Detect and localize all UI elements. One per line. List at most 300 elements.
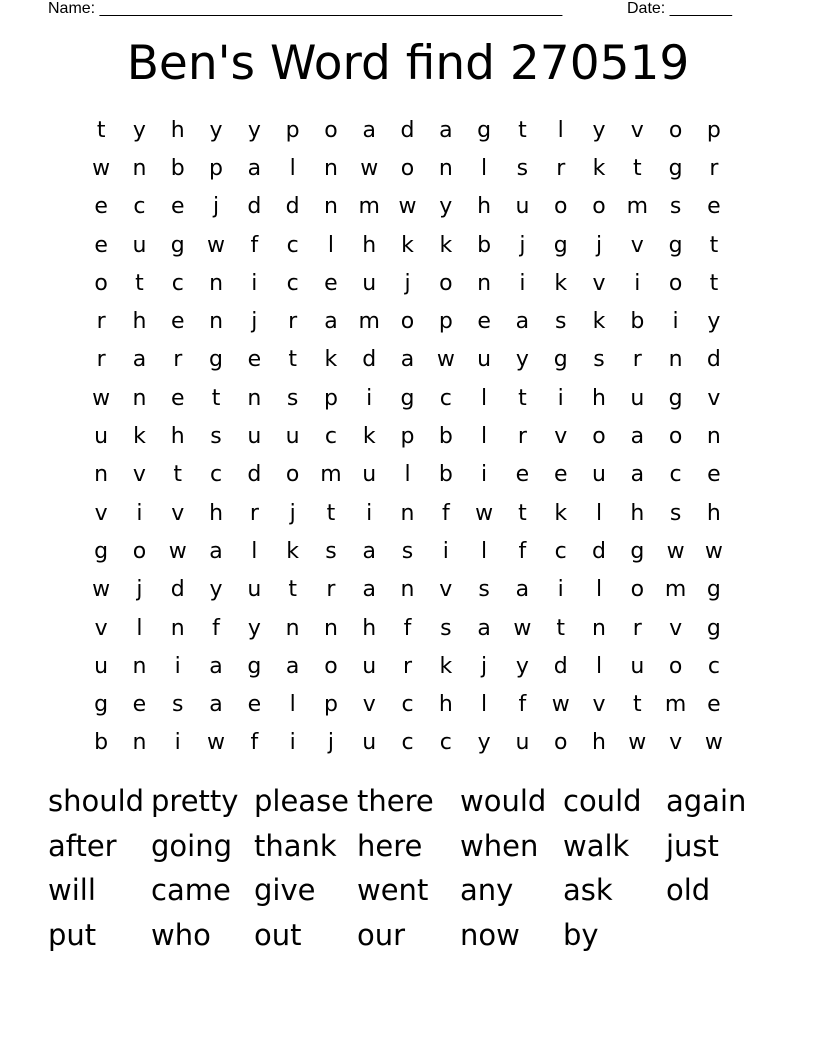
grid-letter[interactable]: o [668, 270, 683, 296]
grid-letter[interactable]: n [170, 615, 185, 641]
grid-letter[interactable]: w [704, 730, 723, 756]
grid-letter[interactable]: o [285, 462, 300, 488]
grid-letter[interactable]: t [556, 615, 566, 641]
grid-letter[interactable]: n [323, 155, 338, 181]
grid-letter[interactable]: p [400, 424, 415, 450]
grid-letter[interactable]: n [592, 615, 606, 641]
grid-letter[interactable]: l [404, 462, 411, 488]
grid-letter[interactable]: o [324, 653, 338, 679]
grid-letter[interactable]: w [92, 155, 111, 181]
grid-letter[interactable]: u [132, 232, 147, 258]
grid-letter[interactable]: v [592, 692, 606, 718]
grid-letter[interactable]: i [557, 385, 564, 411]
grid-letter[interactable]: n [209, 270, 224, 296]
grid-letter[interactable]: i [366, 500, 373, 526]
grid-letter[interactable]: l [595, 653, 603, 679]
grid-letter[interactable]: v [171, 500, 185, 526]
grid-letter[interactable]: h [362, 615, 377, 641]
grid-letter[interactable]: g [553, 347, 568, 373]
grid-letter[interactable]: k [439, 232, 453, 258]
grid-letter[interactable]: o [553, 730, 568, 756]
grid-letter[interactable]: v [94, 500, 108, 526]
grid-letter[interactable]: e [132, 692, 147, 718]
grid-letter[interactable]: v [362, 692, 376, 718]
grid-letter[interactable]: b [630, 309, 645, 335]
grid-letter[interactable]: h [170, 117, 185, 143]
grid-letter[interactable]: e [170, 309, 185, 335]
grid-letter[interactable]: r [632, 615, 642, 641]
grid-letter[interactable]: u [362, 730, 377, 756]
grid-letter[interactable]: i [672, 309, 679, 335]
grid-letter[interactable]: c [401, 730, 414, 756]
grid-letter[interactable]: i [481, 462, 488, 488]
grid-letter[interactable]: s [172, 692, 184, 718]
grid-letter[interactable]: u [630, 653, 645, 679]
grid-letter[interactable]: s [554, 309, 567, 335]
grid-letter[interactable]: g [247, 653, 262, 679]
grid-letter[interactable]: c [669, 462, 682, 488]
grid-letter[interactable]: y [707, 309, 721, 335]
grid-letter[interactable]: o [439, 270, 453, 296]
grid-letter[interactable]: t [326, 500, 336, 526]
grid-letter[interactable]: n [400, 500, 415, 526]
grid-letter[interactable]: o [668, 117, 683, 143]
grid-letter[interactable]: a [362, 577, 376, 603]
grid-letter[interactable]: w [704, 538, 723, 564]
grid-letter[interactable]: j [251, 309, 258, 335]
grid-letter[interactable]: h [209, 500, 224, 526]
word-list-item: went [357, 873, 429, 908]
grid-letter[interactable]: h [592, 730, 606, 756]
grid-letter[interactable]: h [706, 500, 721, 526]
grid-letter[interactable]: k [554, 500, 568, 526]
grid-letter[interactable]: j [519, 232, 526, 258]
grid-letter[interactable]: t [173, 462, 183, 488]
grid-letter[interactable]: n [132, 730, 147, 756]
grid-letter[interactable]: l [481, 385, 488, 411]
grid-letter[interactable]: g [630, 538, 645, 564]
grid-letter[interactable]: u [247, 424, 262, 450]
grid-letter[interactable]: y [515, 653, 529, 679]
grid-letter[interactable]: g [706, 615, 721, 641]
grid-letter[interactable]: u [362, 270, 377, 296]
grid-letter[interactable]: s [669, 194, 682, 220]
grid-letter[interactable]: k [286, 538, 299, 564]
grid-letter[interactable]: c [133, 194, 146, 220]
grid-letter[interactable]: i [557, 577, 564, 603]
grid-letter[interactable]: o [132, 538, 147, 564]
grid-letter[interactable]: c [286, 232, 299, 258]
grid-letter[interactable]: t [518, 117, 527, 143]
grid-letter[interactable]: l [289, 692, 296, 718]
grid-letter[interactable]: n [132, 653, 147, 679]
grid-letter[interactable]: v [592, 270, 606, 296]
grid-letter[interactable]: f [403, 615, 412, 641]
grid-letter[interactable]: j [404, 270, 411, 296]
grid-letter[interactable]: l [595, 577, 603, 603]
grid-letter[interactable]: u [247, 577, 262, 603]
grid-letter[interactable]: t [709, 270, 719, 296]
grid-letter[interactable]: s [440, 615, 452, 641]
grid-letter[interactable]: g [706, 577, 721, 603]
grid-letter[interactable]: n [132, 155, 147, 181]
grid-letter[interactable]: r [709, 155, 719, 181]
grid-letter[interactable]: f [441, 500, 450, 526]
grid-letter[interactable]: a [132, 347, 147, 373]
grid-letter[interactable]: o [400, 155, 415, 181]
grid-letter[interactable]: l [481, 538, 488, 564]
grid-letter[interactable]: p [323, 692, 338, 718]
grid-letter[interactable]: e [324, 270, 338, 296]
grid-letter[interactable]: u [592, 462, 606, 488]
grid-letter[interactable]: d [247, 194, 262, 220]
grid-letter[interactable]: p [706, 117, 721, 143]
grid-letter[interactable]: u [630, 385, 645, 411]
grid-letter[interactable]: y [247, 117, 261, 143]
grid-letter[interactable]: s [478, 577, 490, 603]
grid-letter[interactable]: k [133, 424, 146, 450]
grid-letter[interactable]: w [92, 577, 111, 603]
grid-letter[interactable]: v [132, 462, 146, 488]
grid-letter[interactable]: u [94, 424, 109, 450]
grid-letter[interactable]: j [327, 730, 334, 756]
grid-letter[interactable]: h [592, 385, 606, 411]
grid-letter[interactable]: k [592, 155, 606, 181]
grid-letter[interactable]: t [518, 385, 527, 411]
grid-letter[interactable]: m [358, 194, 380, 220]
word-list-item: old [666, 873, 711, 908]
grid-letter[interactable]: p [209, 155, 224, 181]
grid-letter[interactable]: o [324, 117, 338, 143]
grid-letter[interactable]: l [481, 155, 488, 181]
grid-letter[interactable]: r [96, 347, 106, 373]
grid-letter[interactable]: d [592, 538, 606, 564]
grid-letter[interactable]: i [366, 385, 373, 411]
grid-letter[interactable]: r [288, 309, 298, 335]
grid-letter[interactable]: d [706, 347, 721, 373]
grid-letter[interactable]: e [707, 692, 721, 718]
grid-letter[interactable]: m [664, 577, 687, 603]
grid-letter[interactable]: w [207, 232, 226, 258]
grid-letter[interactable]: s [593, 347, 605, 373]
grid-letter[interactable]: k [362, 424, 376, 450]
grid-letter[interactable]: f [212, 615, 220, 641]
grid-letter[interactable]: e [553, 462, 568, 488]
grid-letter[interactable]: w [398, 194, 417, 220]
grid-letter[interactable]: l [289, 155, 296, 181]
grid-letter[interactable]: h [630, 500, 645, 526]
grid-letter[interactable]: y [132, 117, 146, 143]
grid-letter[interactable]: e [170, 194, 185, 220]
grid-letter[interactable]: n [668, 347, 683, 373]
grid-letter[interactable]: e [515, 462, 530, 488]
grid-letter[interactable]: t [96, 117, 106, 143]
grid-letter[interactable]: a [630, 424, 645, 450]
grid-letter[interactable]: n [438, 155, 453, 181]
grid-letter[interactable]: s [401, 538, 414, 564]
grid-letter[interactable]: c [209, 462, 223, 488]
grid-letter[interactable]: r [173, 347, 183, 373]
grid-letter[interactable]: s [286, 385, 299, 411]
grid-letter[interactable]: c [439, 730, 452, 756]
grid-letter[interactable]: i [251, 270, 258, 296]
grid-letter[interactable]: a [285, 653, 300, 679]
word-list-item: again [666, 784, 747, 819]
grid-letter[interactable]: c [439, 385, 452, 411]
grid-letter[interactable]: m [320, 462, 342, 488]
grid-letter[interactable]: w [92, 385, 111, 411]
grid-letter[interactable]: u [94, 653, 109, 679]
grid-letter[interactable]: s [516, 155, 529, 181]
grid-letter[interactable]: t [211, 385, 221, 411]
grid-letter[interactable]: i [519, 270, 526, 296]
grid-letter[interactable]: e [94, 194, 108, 220]
grid-letter[interactable]: k [439, 653, 453, 679]
grid-letter[interactable]: r [403, 653, 413, 679]
grid-letter[interactable]: o [630, 577, 645, 603]
grid-letter[interactable]: f [250, 232, 259, 258]
date-field[interactable]: Date: _______ [627, 0, 732, 17]
grid-letter[interactable]: h [362, 232, 377, 258]
grid-letter[interactable]: f [518, 538, 527, 564]
grid-letter[interactable]: o [400, 309, 415, 335]
grid-letter[interactable]: u [515, 194, 530, 220]
grid-letter[interactable]: f [250, 730, 259, 756]
grid-letter[interactable]: n [477, 270, 492, 296]
grid-letter[interactable]: r [632, 347, 642, 373]
grid-letter[interactable]: d [400, 117, 415, 143]
grid-letter[interactable]: v [669, 615, 683, 641]
grid-letter[interactable]: i [174, 730, 181, 756]
grid-letter[interactable]: k [324, 347, 338, 373]
word-list-item: will [48, 873, 96, 908]
grid-letter[interactable]: k [592, 309, 606, 335]
grid-letter[interactable]: h [132, 309, 147, 335]
grid-letter[interactable]: n [94, 462, 109, 488]
grid-letter[interactable]: n [706, 424, 721, 450]
grid-letter[interactable]: p [285, 117, 300, 143]
grid-letter[interactable]: g [94, 538, 109, 564]
grid-letter[interactable]: s [325, 538, 337, 564]
grid-letter[interactable]: o [668, 653, 683, 679]
grid-letter[interactable]: o [592, 424, 606, 450]
grid-letter[interactable]: j [481, 653, 488, 679]
grid-letter[interactable]: t [709, 232, 719, 258]
grid-letter[interactable]: n [209, 309, 224, 335]
grid-letter[interactable]: j [289, 500, 296, 526]
grid-letter[interactable]: y [439, 194, 453, 220]
grid-letter[interactable]: s [669, 500, 682, 526]
grid-letter[interactable]: m [664, 692, 687, 718]
grid-letter[interactable]: c [171, 270, 184, 296]
grid-letter[interactable]: c [286, 270, 299, 296]
grid-letter[interactable]: w [666, 538, 685, 564]
word-list-item: our [357, 917, 406, 952]
grid-letter[interactable]: k [401, 232, 414, 258]
grid-letter[interactable]: n [400, 577, 415, 603]
grid-letter[interactable]: r [96, 309, 106, 335]
grid-letter[interactable]: h [438, 692, 453, 718]
grid-letter[interactable]: c [324, 424, 337, 450]
grid-letter[interactable]: c [401, 692, 414, 718]
grid-letter[interactable]: w [360, 155, 379, 181]
grid-letter[interactable]: c [554, 538, 567, 564]
grid-letter[interactable]: t [288, 577, 297, 603]
grid-letter[interactable]: b [170, 155, 185, 181]
grid-letter[interactable]: g [400, 385, 415, 411]
grid-letter[interactable]: g [668, 232, 683, 258]
word-list-item: when [460, 828, 539, 863]
grid-letter[interactable]: w [513, 615, 532, 641]
grid-letter[interactable]: r [517, 424, 527, 450]
grid-letter[interactable]: e [707, 194, 721, 220]
grid-letter[interactable]: y [592, 117, 606, 143]
grid-letter[interactable]: e [170, 385, 185, 411]
grid-letter[interactable]: g [668, 385, 683, 411]
grid-letter[interactable]: v [630, 117, 644, 143]
grid-letter[interactable]: r [556, 155, 566, 181]
grid-letter[interactable]: w [207, 730, 226, 756]
grid-letter[interactable]: e [247, 692, 262, 718]
grid-letter[interactable]: g [209, 347, 224, 373]
grid-letter[interactable]: y [477, 730, 491, 756]
grid-letter[interactable]: l [481, 424, 488, 450]
grid-letter[interactable]: u [362, 653, 377, 679]
grid-letter[interactable]: n [323, 615, 338, 641]
grid-letter[interactable]: y [247, 615, 261, 641]
grid-letter[interactable]: b [438, 462, 453, 488]
grid-letter[interactable]: u [362, 462, 377, 488]
grid-letter[interactable]: v [439, 577, 453, 603]
grid-letter[interactable]: j [136, 577, 143, 603]
grid-letter[interactable]: o [592, 194, 606, 220]
grid-letter[interactable]: a [362, 117, 376, 143]
grid-letter[interactable]: a [247, 155, 262, 181]
grid-letter[interactable]: g [94, 692, 109, 718]
grid-letter[interactable]: w [436, 347, 455, 373]
grid-letter[interactable]: v [669, 730, 683, 756]
grid-letter[interactable]: a [362, 538, 376, 564]
grid-letter[interactable]: i [634, 270, 641, 296]
grid-letter[interactable]: n [323, 194, 338, 220]
grid-letter[interactable]: e [707, 462, 721, 488]
word-list-item: ask [563, 873, 613, 908]
grid-letter[interactable]: y [515, 347, 529, 373]
grid-letter[interactable]: l [557, 117, 564, 143]
grid-letter[interactable]: w [551, 692, 570, 718]
grid-letter[interactable]: l [251, 538, 258, 564]
grid-letter[interactable]: k [554, 270, 568, 296]
grid-letter[interactable]: a [630, 462, 645, 488]
grid-letter[interactable]: y [209, 577, 223, 603]
grid-letter[interactable]: l [136, 615, 143, 641]
name-field[interactable]: Name: ____________________________________________________ [48, 0, 563, 17]
grid-letter[interactable]: a [477, 615, 491, 641]
grid-letter[interactable]: d [247, 462, 262, 488]
grid-letter[interactable]: a [439, 117, 453, 143]
grid-letter[interactable]: p [323, 385, 338, 411]
grid-letter[interactable]: v [94, 615, 108, 641]
grid-letter[interactable]: e [477, 309, 491, 335]
grid-letter[interactable]: t [288, 347, 297, 373]
grid-letter[interactable]: l [327, 232, 334, 258]
grid-letter[interactable]: i [174, 653, 181, 679]
grid-letter[interactable]: g [553, 232, 568, 258]
grid-letter[interactable]: i [136, 500, 143, 526]
grid-letter[interactable]: v [554, 424, 568, 450]
grid-letter[interactable]: t [135, 270, 144, 296]
grid-letter[interactable]: y [209, 117, 223, 143]
grid-letter[interactable]: u [515, 730, 530, 756]
grid-letter[interactable]: d [362, 347, 377, 373]
grid-letter[interactable]: b [477, 232, 492, 258]
grid-letter[interactable]: w [628, 730, 647, 756]
grid-letter[interactable]: g [668, 155, 683, 181]
grid-letter[interactable]: l [595, 500, 603, 526]
grid-letter[interactable]: m [358, 309, 380, 335]
grid-letter[interactable]: j [595, 232, 603, 258]
grid-letter[interactable]: c [707, 653, 720, 679]
grid-letter[interactable]: v [707, 385, 721, 411]
grid-letter[interactable]: d [553, 653, 568, 679]
grid-letter[interactable]: r [326, 577, 336, 603]
grid-letter[interactable]: b [94, 730, 109, 756]
grid-letter[interactable]: e [247, 347, 262, 373]
grid-letter[interactable]: j [212, 194, 220, 220]
grid-letter[interactable]: n [285, 615, 300, 641]
grid-letter[interactable]: n [132, 385, 147, 411]
word-list-item: would [460, 784, 547, 819]
grid-letter[interactable]: a [209, 538, 223, 564]
grid-letter[interactable]: o [668, 424, 683, 450]
grid-letter[interactable]: f [518, 692, 527, 718]
grid-letter[interactable]: g [170, 232, 185, 258]
grid-letter[interactable]: o [94, 270, 108, 296]
grid-letter[interactable]: m [626, 194, 649, 220]
grid-letter[interactable]: u [477, 347, 492, 373]
grid-letter[interactable]: w [168, 538, 187, 564]
grid-letter[interactable]: e [94, 232, 108, 258]
grid-letter[interactable]: h [477, 194, 492, 220]
grid-letter[interactable]: a [209, 653, 223, 679]
grid-letter[interactable]: d [285, 194, 300, 220]
grid-letter[interactable]: a [515, 309, 530, 335]
grid-letter[interactable]: d [170, 577, 185, 603]
grid-letter[interactable]: a [515, 577, 530, 603]
grid-letter[interactable]: i [289, 730, 296, 756]
grid-letter[interactable]: r [249, 500, 259, 526]
grid-letter[interactable]: a [324, 309, 338, 335]
grid-letter[interactable]: t [632, 692, 642, 718]
word-list-item: going [151, 828, 232, 863]
grid-letter[interactable]: h [170, 424, 185, 450]
grid-letter[interactable]: t [632, 155, 642, 181]
grid-letter[interactable]: g [477, 117, 492, 143]
grid-letter[interactable]: n [247, 385, 262, 411]
grid-letter[interactable]: w [475, 500, 494, 526]
grid-letter[interactable]: s [210, 424, 222, 450]
grid-letter[interactable]: t [518, 500, 527, 526]
grid-letter[interactable]: b [438, 424, 453, 450]
grid-letter[interactable]: o [553, 194, 568, 220]
grid-letter[interactable]: i [442, 538, 449, 564]
grid-letter[interactable]: a [209, 692, 223, 718]
grid-letter[interactable]: u [285, 424, 300, 450]
grid-letter[interactable]: a [400, 347, 415, 373]
grid-letter[interactable]: p [438, 309, 453, 335]
grid-letter[interactable]: l [481, 692, 488, 718]
grid-letter[interactable]: v [630, 232, 644, 258]
